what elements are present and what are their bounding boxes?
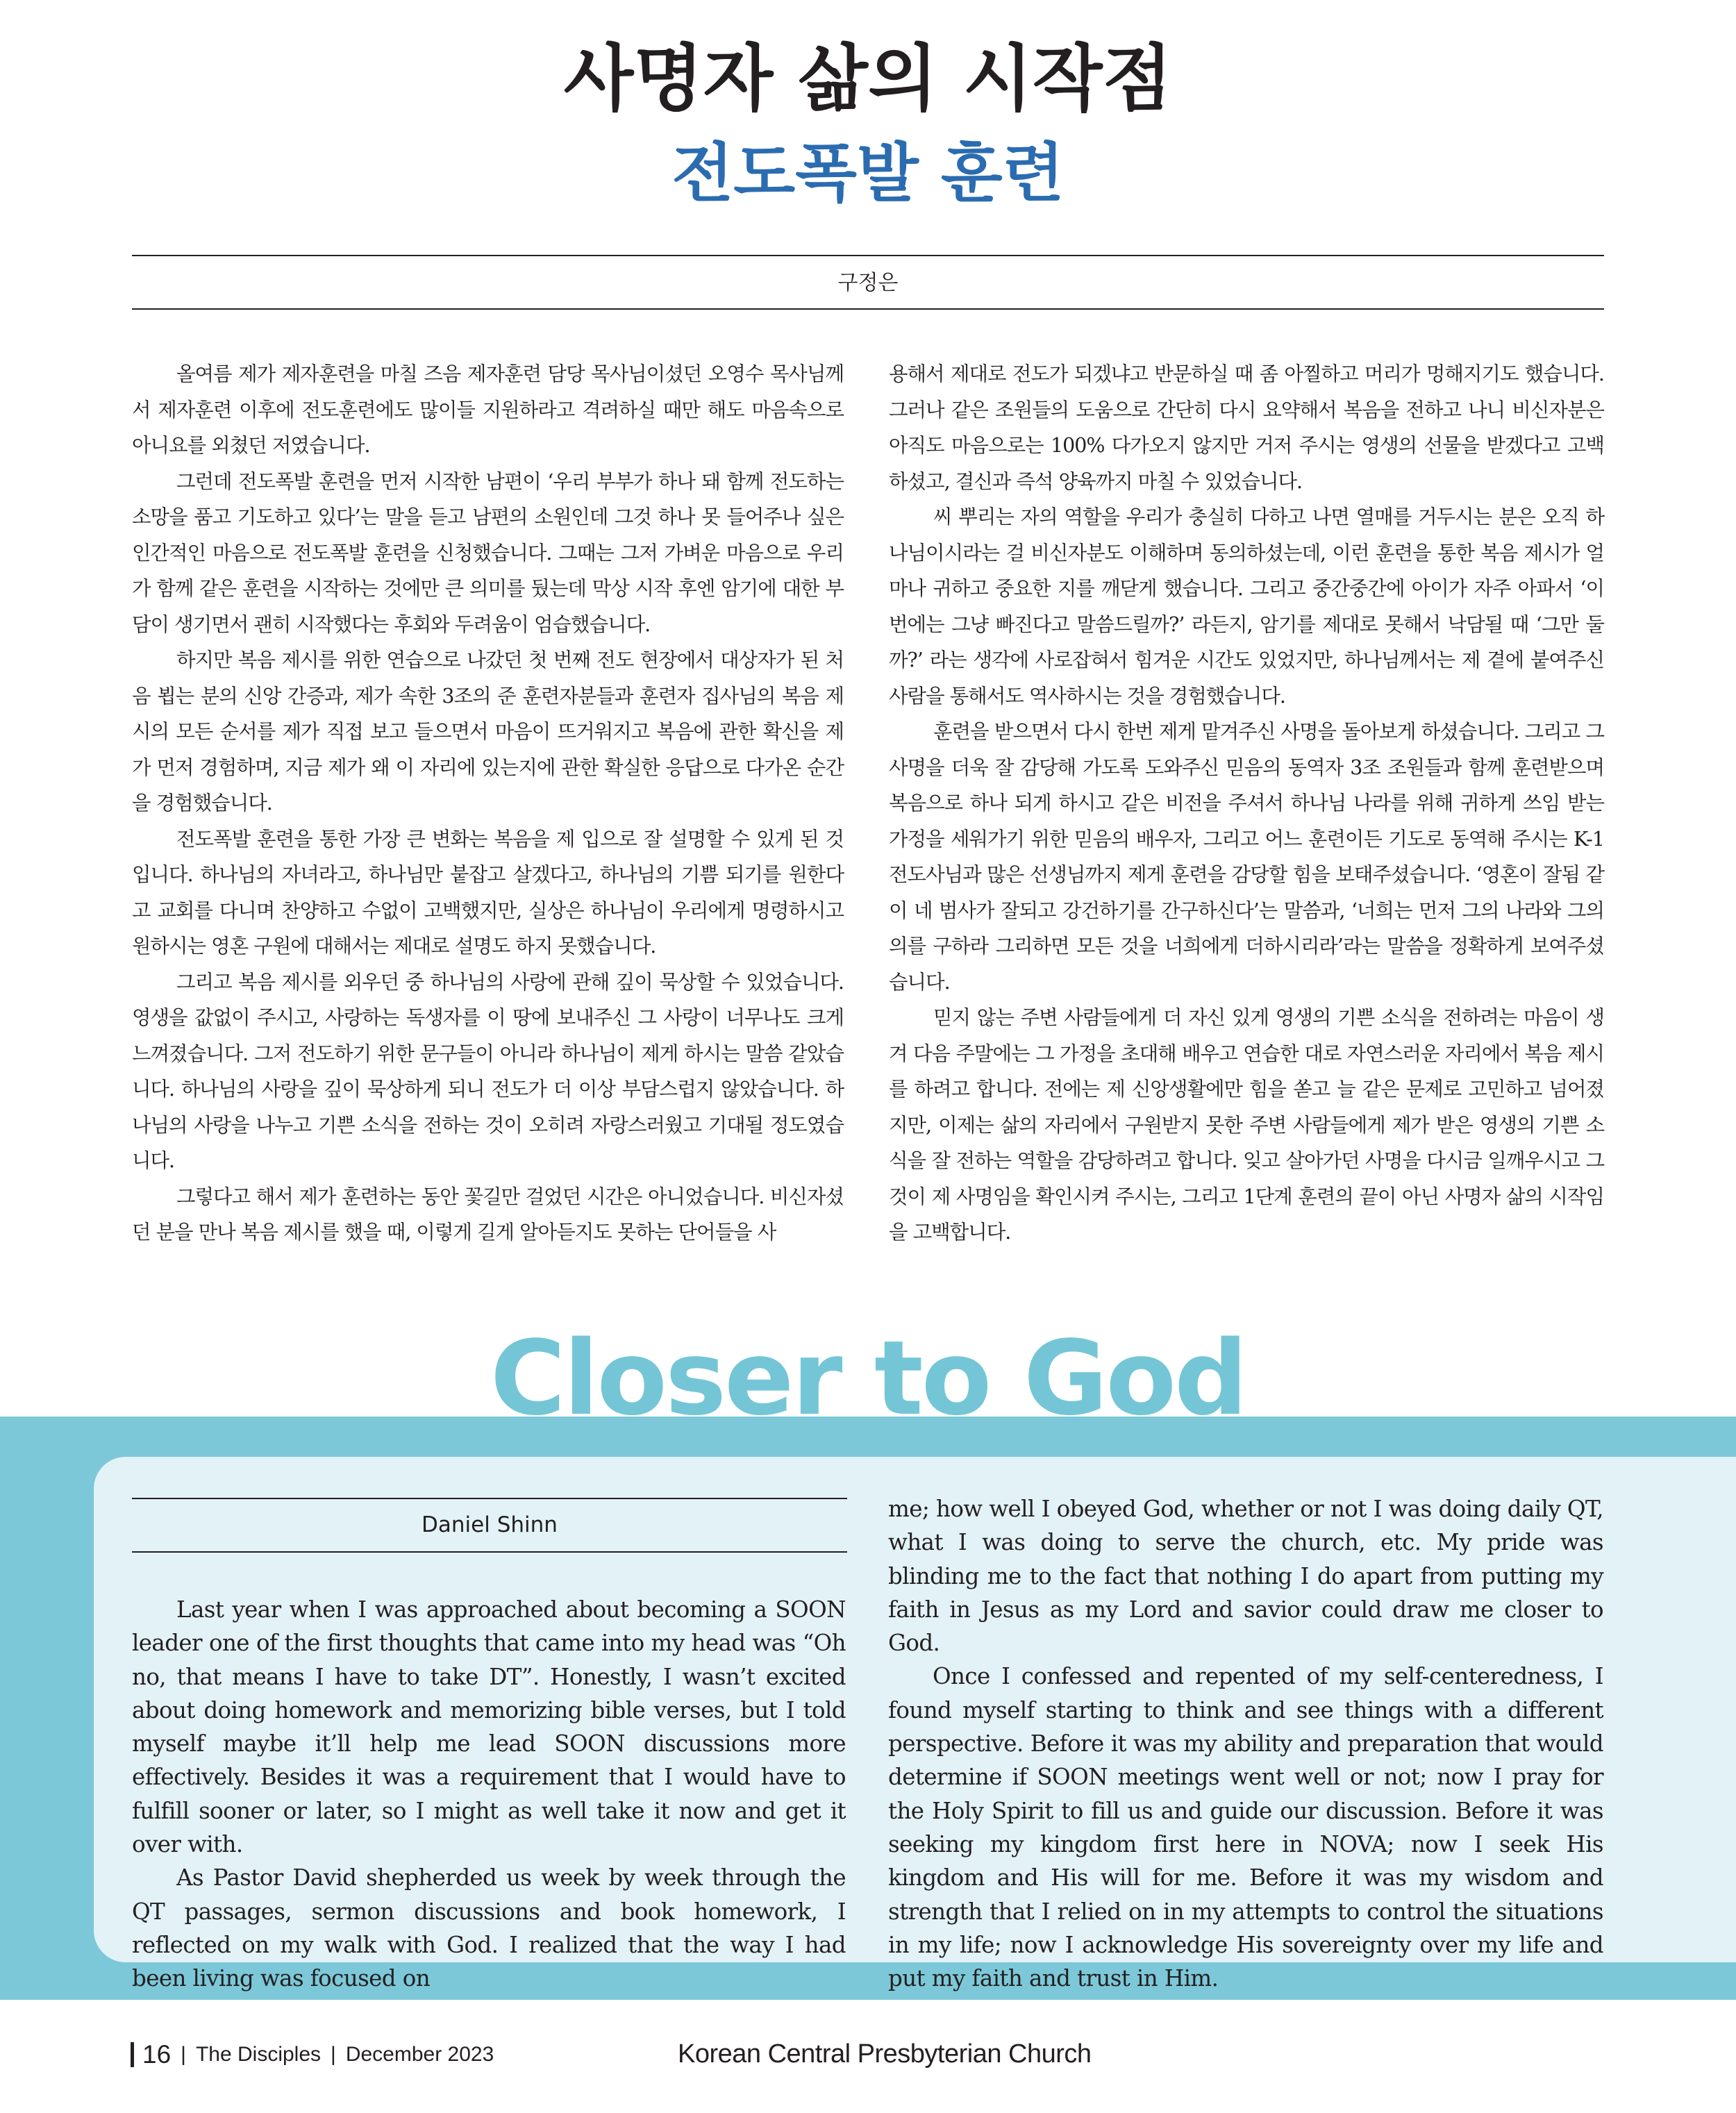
korean-right-column — [889, 356, 1604, 1251]
issue-date: December 2023 — [345, 2043, 494, 2066]
article-subtitle: 전도폭발 훈련 — [671, 136, 1065, 210]
english-paragraph: me; how well I obeyed God, whether or not I was doing daily QT, what I was doing to serve the church, etc. My pride was blinding me to the fact that nothing I do apart from putting my faith in Jesus as my Lord and savior could draw me closer to God. — [888, 1496, 1603, 1657]
korean-paragraph: 올여름 제가 제자훈련을 마칠 즈음 제자훈련 담당 목사님이셨던 오영수 목사님께서 제자훈련 이후에 전도훈련에도 많이들 지원하라고 격려하실 때만 해도 마음속으로 아니요를 외쳤던 저였습니다. — [132, 362, 844, 457]
english-paragraph: As Pastor David shepherded us week by week through the QT passages, sermon discussions and book homework, I reflected on my walk with God. I realized that the way I had been living was focused on — [132, 1864, 846, 1992]
korean-paragraph: 하지만 복음 제시를 위한 연습으로 나갔던 첫 번째 전도 현장에서 대상자가 된 처음 뵙는 분의 신앙 간증과, 제가 속한 3조의 준 훈련자분들과 훈련자 집사님의 복음 제시의 모든 순서를 제가 직접 보고 들으면서 마음이 뜨거워지고 복음에 관한 확신을 제가 먼저 경험하며, 지금 제가 왜 이 자리에 있는지에 관한 확실한 응답으로 다가온 순간을 경험했습니다. — [132, 649, 844, 815]
korean-paragraph: 전도폭발 훈련을 통한 가장 큰 변화는 복음을 제 입으로 잘 설명할 수 있게 된 것입니다. 하나님의 자녀라고, 하나님만 붙잡고 살겠다고, 하나님의 기쁨 되기를 원한다고 교회를 다니며 찬양하고 수없이 고백했지만, 실상은 하나님이 우리에게 명령하시고 원하시는 영혼 구원에 대해서는 제대로 설명도 하지 못했습니다. — [132, 827, 844, 958]
english-paragraph: Last year when I was approached about becoming a SOON leader one of the first thoughts that came into my head was “Oh no, that means I have to take DT”. Honestly, I wasn’t excited about doing homework and memorizing bible verses, but I told myself maybe it’ll help me lead SOON discussions more effectively. Besides it was a requirement that I would have to fulfill sooner or later, so I might as well take it now and get it over with. — [132, 1596, 846, 1858]
footer-separator: | — [331, 2043, 336, 2066]
english-author-bottom-rule — [132, 1551, 847, 1553]
publication-name: The Disciples — [195, 2043, 322, 2066]
page-number: 16 — [142, 2040, 172, 2069]
english-author: Daniel Shinn — [422, 1512, 558, 1537]
top-rule — [132, 255, 1604, 256]
korean-paragraph: 그런데 전도폭발 훈련을 먼저 시작한 남편이 ‘우리 부부가 하나 돼 함께 전도하는 소망을 품고 기도하고 있다’는 말을 듣고 남편의 소원인데 그것 하나 못 들어주나 싶은 인간적인 마음으로 전도폭발 훈련을 신청했습니다. 그때는 그저 가벼운 마음으로 우리가 함께 같은 훈련을 시작하는 것에만 큰 의미를 뒀는데 막상 시작 후엔 암기에 대한 부담이 생기면서 괜히 시작했다는 후회와 두려움이 엄습했습니다. — [132, 469, 844, 636]
korean-author: 구정은 — [837, 271, 899, 295]
korean-paragraph: 씨 뿌리는 자의 역할을 우리가 충실히 다하고 나면 열매를 거두시는 분은 오직 하나님이시라는 걸 비신자분도 이해하며 동의하셨는데, 이런 훈련을 통한 복음 제시가 얼마나 귀하고 중요한 지를 깨닫게 했습니다. 그리고 중간중간에 아이가 자주 아파서 ‘이번에는 그냥 빠진다고 말씀드릴까?’ 라든지, 암기를 제대로 못해서 낙담될 때 ‘그만 둘까?’ 라는 생각에 사로잡혀서 힘겨운 시간도 있었지만, 하나님께서는 제 곁에 붙여주신 사람을 통해서도 역사하시는 것을 경험했습니다. — [889, 506, 1604, 708]
korean-paragraph: 그렇다고 해서 제가 훈련하는 동안 꽃길만 걸었던 시간은 아니었습니다. 비신자셨던 분을 만나 복음 제시를 했을 때, 이렇게 길게 알아듣지도 못하는 단어들을 사 — [132, 1185, 844, 1244]
article-title: 사명자 삶의 시작점 — [563, 36, 1173, 121]
footer-separator: | — [181, 2043, 186, 2066]
english-paragraph: Once I confessed and repented of my self-centeredness, I found myself starting to think and see things with a different perspective. Before it was my ability and preparation that would determine if SOON meetings went well or not; now I pray for the Holy Spirit to fill us and guide our discussion. Before it was seeking my kingdom first here in NOVA; now I seek His kingdom and His will for me. Before it was my wisdom and strength that I relied on in my attempts to control the situations in my life; now I acknowledge His sovereignty over my life and put my faith and trust in Him. — [888, 1663, 1603, 1992]
footer-bar — [131, 2042, 134, 2067]
english-left-column — [132, 1593, 846, 1996]
korean-paragraph: 그리고 복음 제시를 외우던 중 하나님의 사랑에 관해 깊이 묵상할 수 있었습니다. 영생을 값없이 주시고, 사랑하는 독생자를 이 땅에 보내주신 그 사랑이 너무나도 크게 느껴졌습니다. 그저 전도하기 위한 문구들이 아니라 하나님이 제게 하시는 말씀 같았습니다. 하나님의 사랑을 깊이 묵상하게 되니 전도가 더 이상 부담스럽지 않았습니다. 하나님의 사랑을 나누고 기쁜 소식을 전하는 것이 오히려 자랑스러웠고 기대될 정도였습니다. — [132, 970, 844, 1172]
author-rule — [132, 308, 1604, 310]
church-name: Korean Central Presbyterian Church — [678, 2039, 1092, 2069]
english-author-top-rule — [132, 1498, 847, 1499]
korean-paragraph: 훈련을 받으면서 다시 한번 제게 맡겨주신 사명을 돌아보게 하셨습니다. 그리고 그 사명을 더욱 잘 감당해 가도록 도와주신 믿음의 동역자 3조 조원들과 함께 훈련받으며 복음으로 하나 되게 하시고 같은 비전을 주셔서 하나님 나라를 위해 귀하게 쓰임 받는 가정을 세워가기 위한 믿음의 배우자, 그리고 어느 훈련이든 기도로 동역해 주시는 K-1 전도사님과 많은 선생님까지 제게 훈련을 감당할 힘을 보태주셨습니다. ‘영혼이 잘됨 같이 네 범사가 잘되고 강건하기를 간구하신다’는 말씀과, ‘너희는 먼저 그의 나라와 그의 의를 구하라 그리하면 모든 것을 너희에게 더하시리라’라는 말씀을 정확하게 보여주셨습니다. — [889, 720, 1604, 994]
english-right-column — [888, 1492, 1603, 1995]
english-article-title: Closer to God — [490, 1319, 1246, 1438]
korean-left-column — [132, 356, 844, 1251]
page-footer — [131, 2037, 494, 2072]
korean-paragraph: 용해서 제대로 전도가 되겠냐고 반문하실 때 좀 아찔하고 머리가 멍해지기도 했습니다. 그러나 같은 조원들의 도움으로 간단히 다시 요약해서 복음을 전하고 나니 비신자분은 아직도 마음으로는 100% 다가오지 않지만 거저 주시는 영생의 선물을 받겠다고 고백하셨고, 결신과 즉석 양육까지 마칠 수 있었습니다. — [889, 362, 1604, 493]
korean-paragraph: 믿지 않는 주변 사람들에게 더 자신 있게 영생의 기쁜 소식을 전하려는 마음이 생겨 다음 주말에는 그 가정을 초대해 배우고 연습한 대로 자연스러운 자리에서 복음 제시를 하려고 합니다. 전에는 제 신앙생활에만 힘을 쏟고 늘 같은 문제로 고민하고 넘어졌지만, 이제는 삶의 자리에서 구원받지 못한 주변 사람들에게 제가 받은 영생의 기쁜 소식을 잘 전하는 역할을 감당하려고 합니다. 잊고 살아가던 사명을 다시금 일깨우시고 그것이 제 사명임을 확인시켜 주시는, 그리고 1단계 훈련의 끝이 아닌 사명자 삶의 시작임을 고백합니다. — [889, 1006, 1604, 1244]
